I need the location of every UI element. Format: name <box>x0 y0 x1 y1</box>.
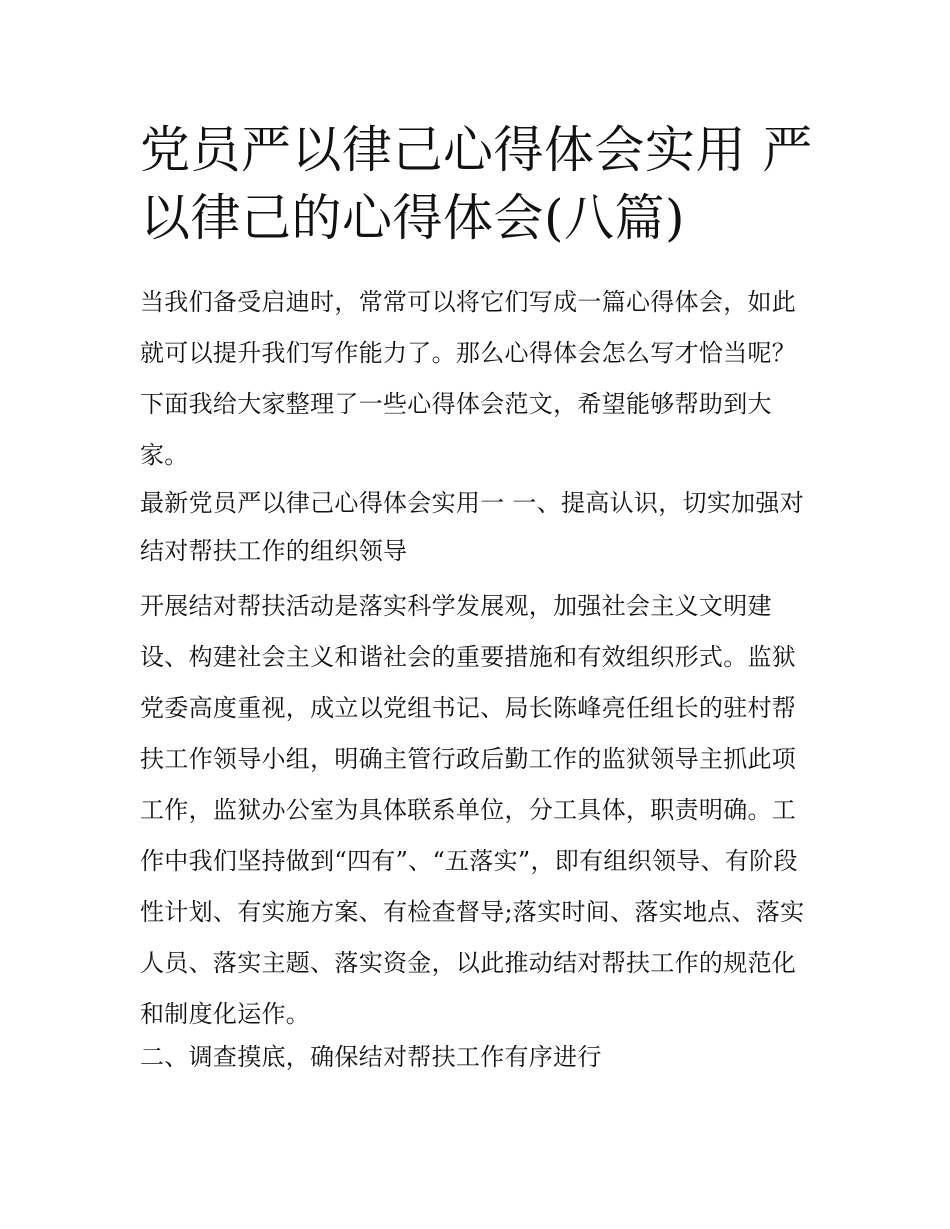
section-heading-2: 二、调查摸底，确保结对帮扶工作有序进行 <box>140 1043 602 1071</box>
document-title: 党员严以律己心得体会实用 严以律己的心得体会(八篇) <box>140 121 813 247</box>
section-heading-1: 最新党员严以律己心得体会实用一 一、提高认识，切实加强对结对帮扶工作的组织领导 <box>140 489 805 565</box>
intro-paragraph: 当我们备受启迪时，常常可以将它们写成一篇心得体会，如此就可以提升我们写作能力了。那么心得体会怎么写才恰当呢？下面我给大家整理了一些心得体会范文，希望能够帮助到大家。 <box>140 288 797 469</box>
section-body-1: 开展结对帮扶活动是落实科学发展观，加强社会主义文明建设、构建社会主义和谐社会的重要措施和有效组织形式。监狱党委高度重视，成立以党组书记、局长陈峰亮任组长的驻村帮扶工作领导小组，明确主管行政后勤工作的监狱领导主抓此项工作，监狱办公室为具体联系单位，分工具体，职责明确。工作中我们坚持做到“四有”、“五落实”，即有组织领导、有阶段性计划、有实施方案、有检查督导;落实时间、落实地点、落实人员、落实主题、落实资金，以此推动结对帮扶工作的规范化和制度化运作。 <box>140 592 805 1028</box>
